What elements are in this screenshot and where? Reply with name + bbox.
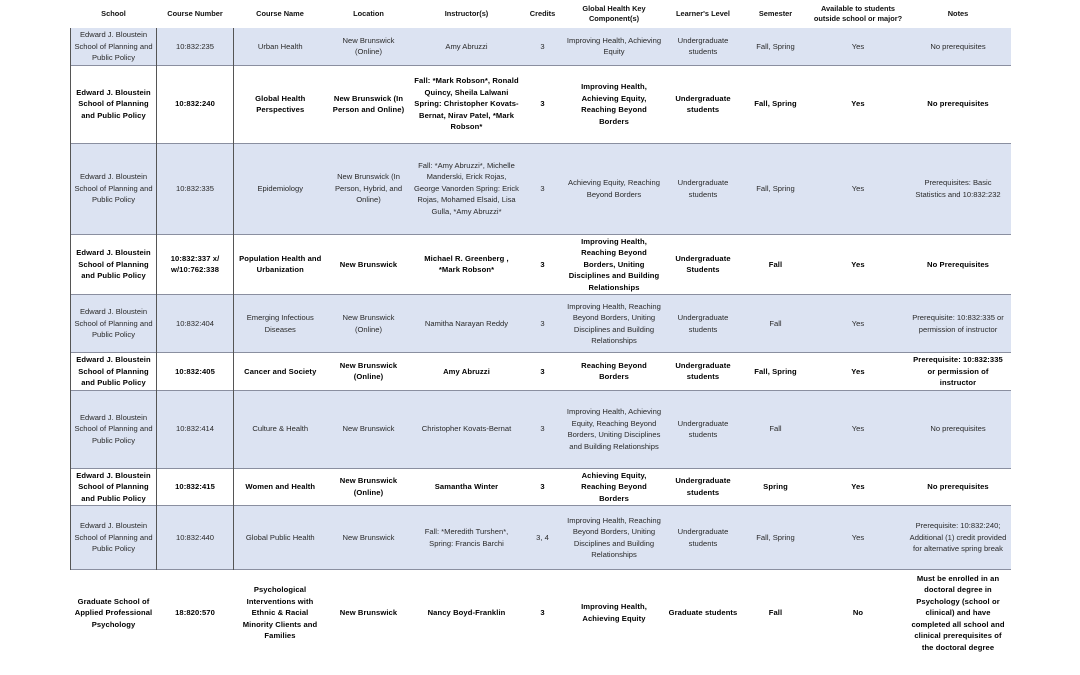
- course-number-cell: 10:832:415: [157, 468, 234, 506]
- course-number-cell: 10:832:405: [157, 353, 234, 391]
- instructors-cell: Amy Abruzzi: [411, 28, 523, 65]
- school-cell: Edward J. Bloustein School of Planning and Public Policy: [71, 295, 157, 353]
- table-row: [71, 295, 1011, 353]
- availability-cell: Yes: [851, 482, 865, 491]
- learners-level-cell: Undergraduate students: [666, 143, 741, 234]
- location-cell: New Brunswick (Online): [327, 295, 411, 353]
- semester-cell: Fall, Spring: [741, 28, 811, 65]
- semester-cell: Fall, Spring: [741, 143, 811, 234]
- key-components-cell: Achieving Equity, Reaching Beyond Borders: [563, 143, 666, 234]
- header-semester: Semester: [758, 9, 793, 18]
- credits-cell: 3: [523, 28, 563, 65]
- notes-cell: No prerequisites: [927, 99, 989, 109]
- course-name-cell: Women and Health: [245, 482, 316, 491]
- instructors-cell: Michael R. Greenberg , *Mark Robson*: [424, 253, 509, 275]
- header-instructors: Instructor(s): [444, 9, 489, 18]
- notes-cell: No prerequisites: [927, 482, 989, 491]
- instructors-cell: Christopher Kovats-Bernat: [411, 390, 523, 468]
- credits-cell: 3, 4: [523, 506, 563, 570]
- course-number-cell: 10:832:404: [157, 295, 234, 353]
- instructors-cell: Fall: *Amy Abruzzi*, Michelle Manderski, Erick Rojas, George Vanorden Spring: Erick Rojas, Mohamed Elsaid, Lisa Gulla, *Amy Abruzzi*: [411, 143, 523, 234]
- location-cell: New Brunswick: [327, 390, 411, 468]
- header-learners-level: Learner's Level: [676, 9, 730, 18]
- learners-level-cell: Undergraduate students: [675, 476, 731, 497]
- instructors-cell: Fall: *Mark Robson*, Ronald Quincy, Sheila Lalwani Spring: Christopher Kovats-Bernat, Nirav Patel, *Mark Robson*: [414, 76, 519, 132]
- notes-cell: No prerequisites: [906, 390, 1011, 468]
- key-components-cell: Improving Health, Achieving Equity: [563, 28, 666, 65]
- learners-level-cell: Undergraduate students: [675, 93, 731, 114]
- school-cell: Edward J. Bloustein School of Planning and Public Policy: [71, 28, 157, 65]
- school-cell: Edward J. Bloustein School of Planning and Public Policy: [71, 65, 157, 143]
- header-course-name: Course Name: [256, 9, 304, 18]
- key-components-cell: Improving Health, Achieving Equity: [563, 570, 666, 656]
- global-health-course-table: [70, 0, 1011, 656]
- availability-cell: Yes: [851, 366, 865, 376]
- key-components-cell: Improving Health, Achieving Equity, Reaching Beyond Borders: [581, 82, 647, 126]
- course-number-cell: 10:832:240: [157, 65, 234, 143]
- learners-level-cell: Undergraduate Students: [675, 253, 731, 275]
- credits-cell: 3: [540, 482, 545, 491]
- school-cell: Graduate School of Applied Professional Psychology: [71, 570, 157, 656]
- credits-cell: 3: [540, 366, 545, 376]
- table-row: [71, 28, 1011, 65]
- table-row: [71, 234, 1011, 295]
- location-cell: New Brunswick (Online): [327, 28, 411, 65]
- course-name-cell: Population Health and Urbanization: [239, 253, 322, 275]
- availability-cell: Yes: [811, 506, 906, 570]
- key-components-cell: Reaching Beyond Borders: [581, 360, 647, 382]
- notes-cell: No prerequisites: [906, 28, 1011, 65]
- table-row: [71, 65, 1011, 143]
- course-name-cell: Epidemiology: [234, 143, 327, 234]
- learners-level-cell: Undergraduate students: [675, 360, 731, 382]
- course-number-cell: 10:832:414: [157, 390, 234, 468]
- header-course-number: Course Number: [167, 9, 223, 18]
- instructors-cell: Fall: *Meredith Turshen*, Spring: Francis Barchi: [411, 506, 523, 570]
- instructors-cell: Namitha Narayan Reddy: [411, 295, 523, 353]
- credits-cell: 3: [540, 259, 545, 269]
- header-available-outside: Available to students outside school or major?: [813, 4, 903, 23]
- header-credits: Credits: [529, 9, 556, 18]
- credits-cell: 3: [523, 570, 563, 656]
- semester-cell: Spring: [763, 482, 788, 491]
- notes-cell: Must be enrolled in an doctoral degree in Psychology (school or clinical) and have completed all school and clinical prerequisites of the doctoral degree: [906, 570, 1011, 656]
- location-cell: New Brunswick (In Person, Hybrid, and Online): [327, 143, 411, 234]
- credits-cell: 3: [523, 390, 563, 468]
- semester-cell: Fall, Spring: [754, 99, 797, 109]
- course-number-cell: 10:832:337 x/ w/10:762:338: [157, 234, 234, 295]
- header-notes: Notes: [947, 9, 969, 18]
- key-components-cell: Improving Health, Achieving Equity, Reaching Beyond Borders, Uniting Disciplines and Building Relationships: [563, 390, 666, 468]
- table-row: [71, 353, 1011, 391]
- semester-cell: Fall, Spring: [754, 366, 797, 376]
- location-cell: New Brunswick (Online): [339, 476, 398, 497]
- header-location: Location: [353, 9, 384, 18]
- school-cell: Edward J. Bloustein School of Planning and Public Policy: [71, 390, 157, 468]
- school-cell: Edward J. Bloustein School of Planning and Public Policy: [71, 234, 157, 295]
- key-components-cell: Improving Health, Reaching Beyond Borders, Uniting Disciplines and Building Relationships: [568, 236, 660, 292]
- course-name-cell: Cancer and Society: [244, 366, 317, 376]
- instructors-cell: Samantha Winter: [434, 482, 499, 491]
- semester-cell: Fall: [741, 390, 811, 468]
- location-cell: New Brunswick (In Person and Online): [332, 93, 405, 114]
- availability-cell: Yes: [811, 28, 906, 65]
- key-components-cell: Improving Health, Reaching Beyond Borders, Uniting Disciplines and Building Relationships: [563, 295, 666, 353]
- learners-level-cell: Undergraduate students: [666, 390, 741, 468]
- course-table-sheet: [70, 0, 1010, 656]
- course-name-cell: Psychological Interventions with Ethnic & Racial Minority Clients and Families: [234, 570, 327, 656]
- table-row: [71, 570, 1011, 656]
- instructors-cell: Amy Abruzzi: [443, 366, 490, 376]
- instructors-cell: Nancy Boyd-Franklin: [411, 570, 523, 656]
- course-number-cell: 18:820:570: [157, 570, 234, 656]
- school-cell: Edward J. Bloustein School of Planning and Public Policy: [71, 506, 157, 570]
- credits-cell: 3: [523, 295, 563, 353]
- availability-cell: Yes: [811, 143, 906, 234]
- availability-cell: Yes: [851, 99, 865, 109]
- semester-cell: Fall: [741, 570, 811, 656]
- course-number-cell: 10:832:335: [157, 143, 234, 234]
- availability-cell: Yes: [811, 390, 906, 468]
- course-number-cell: 10:832:235: [157, 28, 234, 65]
- school-cell: Edward J. Bloustein School of Planning and Public Policy: [71, 143, 157, 234]
- school-cell: Edward J. Bloustein School of Planning and Public Policy: [71, 353, 157, 391]
- availability-cell: No: [811, 570, 906, 656]
- course-number-cell: 10:832:440: [157, 506, 234, 570]
- semester-cell: Fall, Spring: [741, 506, 811, 570]
- learners-level-cell: Undergraduate students: [666, 295, 741, 353]
- location-cell: New Brunswick: [327, 506, 411, 570]
- learners-level-cell: Undergraduate students: [666, 28, 741, 65]
- school-cell: Edward J. Bloustein School of Planning and Public Policy: [71, 468, 157, 506]
- course-name-cell: Global Public Health: [234, 506, 327, 570]
- course-name-cell: Culture & Health: [234, 390, 327, 468]
- semester-cell: Fall: [768, 259, 783, 269]
- notes-cell: Prerequisite: 10:832:335 or permission of instructor: [913, 355, 1003, 387]
- notes-cell: Prerequisite: 10:832:240; Additional (1) credit provided for alternative spring break: [906, 506, 1011, 570]
- header-key-components: Global Health Key Component(s): [582, 4, 646, 23]
- learners-level-cell: Graduate students: [666, 570, 741, 656]
- credits-cell: 3: [523, 143, 563, 234]
- header-row: [71, 0, 1011, 28]
- table-row: [71, 143, 1011, 234]
- location-cell: New Brunswick: [327, 570, 411, 656]
- location-cell: New Brunswick: [339, 259, 398, 269]
- course-name-cell: Emerging Infectious Diseases: [234, 295, 327, 353]
- key-components-cell: Improving Health, Reaching Beyond Borders, Uniting Disciplines and Building Relationships: [563, 506, 666, 570]
- header-school: School: [101, 9, 126, 18]
- table-row: [71, 390, 1011, 468]
- availability-cell: Yes: [811, 295, 906, 353]
- notes-cell: No Prerequisites: [927, 259, 989, 269]
- key-components-cell: Achieving Equity, Reaching Beyond Borders: [581, 470, 647, 503]
- location-cell: New Brunswick (Online): [339, 360, 398, 382]
- availability-cell: Yes: [851, 259, 865, 269]
- table-row: [71, 468, 1011, 506]
- notes-cell: Prerequisite: 10:832:335 or permission of instructor: [906, 295, 1011, 353]
- notes-cell: Prerequisites: Basic Statistics and 10:832:232: [906, 143, 1011, 234]
- learners-level-cell: Undergraduate students: [666, 506, 741, 570]
- semester-cell: Fall: [741, 295, 811, 353]
- course-name-cell: Global Health Perspectives: [255, 93, 306, 114]
- table-row: [71, 506, 1011, 570]
- course-name-cell: Urban Health: [234, 28, 327, 65]
- credits-cell: 3: [540, 99, 545, 109]
